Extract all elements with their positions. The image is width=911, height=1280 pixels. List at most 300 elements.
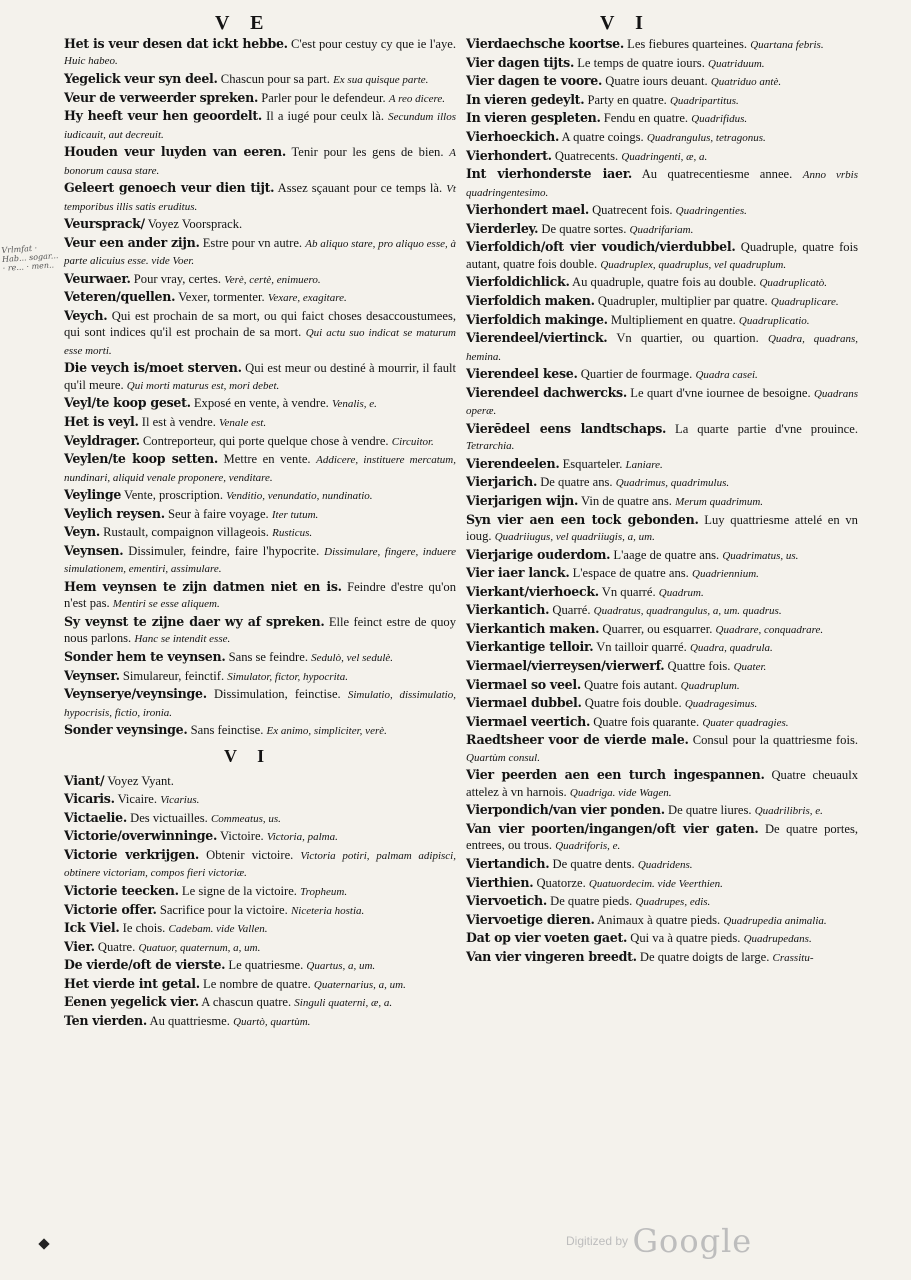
entry-latin: Circuitor. [391,435,434,448]
entry-latin: Tetrarchia. [466,440,515,453]
entry-latin: Quadringenties. [675,205,747,218]
entry-french: Quatre fois quarante. [593,714,700,729]
handwritten-margin-note: Vrlmfat · Hab... sogar... · re... · men.. [1,243,59,273]
dictionary-entry [466,658,858,675]
dictionary-entry [64,144,456,179]
entry-headword: Vierjarich. [466,474,538,490]
entry-french: Ie chois. [122,921,166,936]
entry-french: Contreporteur, qui porte quelque chose à vendre. [142,433,389,448]
entry-latin: Simulator, fictor, hypocrita. [227,670,348,683]
entry-headword: Vierhondert. [466,147,552,163]
entry-french: Voyez Voorsprack. [147,217,243,232]
entry-latin: Quadruplicatò. [759,277,828,290]
entry-french: De quatre liures. [668,803,752,818]
entry-latin: Quartus, a, um. [306,960,376,973]
entry-french: Le quart d'vne iournee de besoigne. [630,385,811,400]
entry-latin: Iter tutum. [271,508,319,521]
entry-french: Le signe de la victoire. [181,883,297,898]
entry-latin: Quadruplex, quadruplus, vel quadruplum. [600,258,787,271]
entry-latin: Anno vrbis quadringentesimo. [466,169,858,199]
entry-latin: Cadebam. vide Vallen. [168,923,268,936]
entry-french: Mettre en vente. [223,452,311,467]
entry-french: De quatre sortes. [541,221,627,236]
entry-french: Quatre iours deuant. [605,74,708,89]
dictionary-entry [64,1013,456,1030]
dictionary-entry [466,893,858,910]
dictionary-entry [466,221,858,238]
dictionary-entry [64,487,456,504]
dictionary-entry [64,180,456,215]
entry-headword: Vierfoldich makinge. [466,311,608,327]
entry-french: Sans feinctise. [190,723,264,738]
entry-latin: Quadrupedans. [743,933,812,946]
entry-headword: Sy veynst te zijne daer wy af spreken. [64,613,325,629]
entry-french: Esquarteler. [562,456,623,471]
entry-headword: Victorie teecken. [64,882,179,898]
entry-french: Voyez Vyant. [107,773,174,788]
entry-french: De quatre doigts de large. [639,950,770,964]
dictionary-entry [64,649,456,666]
dictionary-entry [466,912,858,929]
entry-headword: Viermael/vierreysen/vierwerf. [466,658,665,674]
entry-french: L'aage de quatre ans. [613,547,720,562]
entry-headword: Sonder veynsinge. [64,722,188,738]
entry-headword: Viermael dubbel. [466,695,582,711]
entry-latin: Venale est. [219,416,267,429]
dictionary-entry [64,773,456,790]
entry-headword: Viant/ [64,772,105,788]
entry-latin: Quartùm consul. [466,751,540,764]
entry-headword: Veur een ander zijn. [64,234,200,250]
entry-french: Quartier de fourmage. [580,367,693,382]
entry-headword: Veur de verweerder spreken. [64,89,259,105]
dictionary-entry [466,239,858,273]
entry-headword: Victorie verkrijgen. [64,846,200,862]
entry-french: Vn tailloir quarré. [596,640,687,655]
entry-french: A chascun quatre. [201,995,292,1010]
entry-latin: Quadruplum. [680,679,740,692]
dictionary-entry [64,235,456,270]
dictionary-entry [64,828,456,845]
entry-headword: Veynsen. [64,542,124,558]
entry-latin: Quadrifariam. [629,223,694,236]
dictionary-entry [64,994,456,1011]
entry-latin: Niceteria hostia. [290,904,365,917]
entry-latin: Quadringenti, æ, a. [621,150,708,163]
entry-french: Vin de quatre ans. [581,493,672,508]
entry-headword: Vierendeel kese. [466,366,578,382]
entry-latin: Mentiri se esse aliquem. [112,598,220,611]
dictionary-entry [466,202,858,219]
entry-french: Dissimulation, feinctise. [213,687,341,702]
entry-headword: Veylich reysen. [64,505,165,521]
entry-headword: Veyl/te koop geset. [64,395,191,411]
entry-french: De quatre ans. [540,475,613,490]
dictionary-entry [64,433,456,450]
entry-french: Estre pour vn autre. [202,235,303,250]
dictionary-entry [64,308,456,359]
entry-headword: Veylinge [64,487,122,503]
dictionary-entry [466,930,858,947]
dictionary-entry [64,668,456,685]
dictionary-entry [64,216,456,233]
entry-french: C'est pour cestuy cy que ie l'aye. [291,37,456,51]
entry-french: La quarte partie d'vne prouince. [675,421,858,436]
dictionary-entry [466,602,858,619]
dictionary-entry [64,395,456,412]
dictionary-entry [64,810,456,827]
entry-latin: Rusticus. [272,527,313,540]
entry-latin: Quadrangulus, tetragonus. [646,131,766,144]
dictionary-entry [64,847,456,882]
dictionary-entry [64,108,456,143]
dictionary-entry [64,957,456,974]
entry-latin: Ab aliquo stare, pro aliquo esse, à parte alicuius esse. vide Voer. [64,237,456,268]
entry-headword: Veteren/quellen. [64,289,176,305]
entry-headword: Vierjarigen wijn. [466,492,579,508]
entry-french: Obtenir victoire. [206,847,294,862]
entry-french: De quatre portes, entrees, ou trous. [466,822,859,853]
entry-headword: Viervoetich. [466,893,547,909]
dictionary-entry [466,330,858,365]
entry-latin: Quadra, quadrula. [689,642,773,655]
entry-french: Quatre cheuaulx attelez à vn harnois. [466,768,858,799]
entry-headword: Hem veynsen te zijn datmen niet en is. [64,578,342,594]
entry-latin: Victoria, palma. [266,831,338,844]
entry-latin: Quadrum. [658,586,704,599]
entry-latin: Secundum illos iudicauit, aut decreuit. [64,111,456,141]
dictionary-entry [64,939,456,956]
entry-french: Quatrecent fois. [592,203,673,218]
entry-headword: Raedtsheer voor de vierde male. [466,732,689,748]
entry-french: Quatre fois autant. [584,677,678,692]
entry-french: Les fiebures quarteines. [627,37,748,51]
entry-headword: Yegelick veur syn deel. [64,71,218,86]
entry-french: Qui est prochain de sa mort, ou qui faict choses desaccoustumees, qui sont indices qu'il est prochain de sa mort. [64,308,456,340]
entry-french: Sans se feindre. [228,649,308,664]
entry-french: Le quatriesme. [228,958,304,973]
entry-latin: Quater. [733,661,767,674]
entry-french: Il est à vendre. [141,414,216,429]
entry-latin: Quadridens. [637,859,693,872]
entry-headword: Vierderley. [466,220,539,236]
entry-french: Il a iugé pour ceulx là. [266,109,385,124]
entry-french: Chascun pour sa part. [220,72,330,86]
entry-headword: Veurwaer. [64,270,131,286]
entry-latin: Addicere, instituere mercatum, nundinari, aliquid venale proponere, venditare. [64,454,456,484]
entry-latin: Quatriduo antè. [710,76,782,89]
entry-latin: Quatriduum. [708,57,765,70]
dictionary-entry [64,451,456,486]
entry-french: Au quattriesme. [149,1014,230,1029]
dictionary-entry [466,92,858,109]
dictionary-entry [64,506,456,523]
entry-french: De quatre dents. [552,857,635,872]
entry-french: Sacrifice pour la victoire. [159,902,288,917]
entry-latin: Quadriiugus, vel quadriiugis, a, um. [494,530,655,543]
entry-french: Rustault, compaignon villageois. [103,525,269,540]
entry-french: Quarré. [552,603,591,618]
entry-headword: Het vierde int getal. [64,975,200,991]
dictionary-entry [466,293,858,310]
entry-french: Vn quartier, ou quartion. [616,331,759,346]
entry-french: L'espace de quatre ans. [572,566,689,581]
entry-latin: Quadruplicatio. [738,314,810,327]
entry-headword: Victorie/overwinninge. [64,828,218,844]
entry-headword: Vierendeel/viertinck. [466,330,608,346]
entry-latin: Quadrupes, edis. [635,896,711,909]
dictionary-entry [466,695,858,712]
entry-french: Vexer, tormenter. [178,290,265,305]
entry-french: Pour vray, certes. [133,271,222,286]
entry-french: Quadruple, quatre fois autant, quatre fois double. [466,240,858,271]
entry-headword: Vicaris. [64,791,115,807]
entry-headword: Het is veyl. [64,413,139,429]
entry-french: Quatrecents. [554,148,619,163]
entry-latin: Ex animo, simpliciter, verè. [266,725,387,738]
entry-french: Fendu en quatre. [603,111,689,126]
entry-headword: Vierkantich maken. [466,620,600,636]
dictionary-entry [466,36,858,53]
corner-ink-mark [38,1238,49,1249]
entry-headword: Veylen/te koop setten. [64,451,218,467]
entry-latin: Quadriforis, e. [555,840,621,853]
entry-headword: Vierfoldich/oft vier voudich/vierdubbel. [466,239,736,255]
dictionary-entry [466,875,858,892]
entry-latin: Tropheum. [300,885,348,898]
watermark-brand: Google [632,1222,753,1260]
entry-latin: Simulatio, dissimulatio, hypocrisis, fictio, ironia. [64,689,456,719]
dictionary-entry [466,474,858,491]
entry-headword: Veyldrager. [64,432,140,448]
entry-headword: Hy heeft veur hen geoordelt. [64,108,262,124]
dictionary-entry [466,421,858,455]
entry-headword: Het is veur desen dat ickt hebbe. [64,36,288,51]
entry-latin: Quadrupedia animalia. [723,914,827,927]
right-column-header: V I [600,12,651,34]
digitized-watermark [566,1222,752,1260]
dictionary-entry [64,976,456,993]
entry-french: Quatorze. [536,875,586,890]
dictionary-entry [466,148,858,165]
entry-headword: Vierkantige telloir. [466,639,594,655]
entry-latin: Qui actu suo indicat se maturum esse morti. [64,327,456,357]
entry-headword: Vierendeel dachwercks. [466,384,627,400]
entry-latin: Victoria potiri, palmam adipisci, obtinere victoriam, compos fieri victoriæ. [64,849,456,880]
entry-latin: Laniare. [625,458,663,471]
entry-latin: Vt temporibus illis satis eruditus. [64,183,456,213]
entry-french: Quatre fois double. [584,696,682,711]
entry-headword: Victorie offer. [64,901,157,917]
entry-headword: Houden veur luyden van eeren. [64,144,286,160]
left-column [64,36,456,1032]
entry-headword: Viermael so veel. [466,676,581,692]
dictionary-entry [466,166,858,201]
entry-headword: Vierpondich/van vier ponden. [466,802,665,818]
entry-latin: Sedulò, vel sedulè. [311,651,394,664]
entry-french: Qui est meur ou destiné à mourrir, il fault qu'il meure. [64,361,456,392]
entry-latin: Vicarius. [160,794,200,807]
entry-headword: Vierhoeckich. [466,128,560,144]
entry-latin: Commeatus, us. [210,812,281,825]
entry-latin: Quadrimatus, us. [722,549,799,562]
dictionary-entry [466,714,858,731]
entry-headword: Eenen yegelick vier. [64,994,199,1010]
entry-headword: Vierēdeel eens landtschaps. [466,420,667,436]
entry-french: Vente, proscription. [124,488,223,503]
dictionary-entry [466,456,858,473]
entry-latin: Verè, certè, enimuero. [224,273,321,286]
entry-latin: A reo dicere. [388,92,445,105]
entry-french: Animaux à quatre pieds. [597,912,721,927]
dictionary-entry [466,73,858,90]
dictionary-entry [64,686,456,721]
section-header: V I [224,745,273,766]
entry-headword: In vieren gedeylt. [466,91,585,107]
entry-french: Consul pour la quattriesme fois. [692,733,859,748]
dictionary-entry [64,360,456,394]
entry-french: Dissimuler, feindre, faire l'hypocrite. [128,543,320,558]
entry-french: Au quadruple, quatre fois au double. [572,275,757,290]
dictionary-entry [64,289,456,306]
entry-latin: Venalis, e. [331,398,377,411]
entry-french: Quarrer, ou esquarrer. [602,621,713,636]
entry-french: Au quatrecentiesme annee. [641,167,793,182]
entry-latin: Quadra casei. [695,369,758,382]
dictionary-entry [64,791,456,808]
entry-latin: Quadratus, quadrangulus, a, um. quadrus. [593,605,782,618]
entry-french: De quatre pieds. [550,894,633,909]
entry-french: A quatre coings. [561,129,644,144]
entry-headword: Vierendeelen. [466,455,560,471]
entry-latin: Vexare, exagitare. [267,292,347,305]
entry-french: Quattre fois. [667,659,731,674]
entry-latin: Quadrare, conquadrare. [715,623,824,636]
entry-latin: Singuli quaterni, æ, a. [294,997,393,1010]
left-column-header: V E [215,12,272,34]
dictionary-entry [64,414,456,431]
dictionary-entry [64,883,456,900]
entry-latin: Quadriga. vide Wagen. [569,786,672,799]
dictionary-entry [466,385,858,420]
dictionary-entry [64,902,456,919]
dictionary-entry [64,579,456,613]
entry-french: Vicaire. [117,792,158,807]
dictionary-entry [64,271,456,288]
entry-headword: Viervoetige dieren. [466,911,595,927]
dictionary-entry [466,55,858,72]
entry-french: Le temps de quatre iours. [577,55,705,70]
entry-french: Exposé en vente, à vendre. [193,396,329,411]
entry-french: Victoire. [220,829,264,844]
dictionary-entry [466,493,858,510]
dictionary-entry [466,677,858,694]
entry-headword: Van vier poorten/ingangen/oft vier gaten. [466,821,759,837]
entry-headword: Vierjarige ouderdom. [466,546,611,562]
entry-headword: Dat op vier voeten gaet. [466,930,628,946]
dictionary-entry [64,543,456,578]
entry-headword: Vier dagen tijts. [466,54,575,70]
dictionary-entry [466,110,858,127]
entry-french: Le nombre de quatre. [203,976,311,991]
dictionary-entry [466,366,858,383]
dictionary-entry [64,71,456,88]
entry-headword: Die veych is/moet sterven. [64,360,242,376]
entry-french: Qui va à quatre pieds. [630,931,741,946]
dictionary-entry [64,614,456,648]
watermark-prefix: Digitized by [566,1234,629,1248]
entry-headword: Geleert genoech veur dien tijt. [64,180,275,196]
entry-latin: Quater quadragies. [702,716,789,729]
entry-headword: Vier iaer lanck. [466,565,570,581]
entry-latin: Quadrilibris, e. [754,805,823,818]
dictionary-entry [466,802,858,819]
entry-headword: Vierfoldich maken. [466,292,595,308]
entry-french: Assez sçauant pour ce temps là. [277,181,443,196]
entry-headword: Veynserye/veynsinge. [64,686,207,702]
entry-headword: Veych. [64,307,108,323]
entry-headword: Syn vier aen een tock gebonden. [466,511,699,527]
entry-headword: Van vier vingeren breedt. [466,949,637,964]
entry-french: Vn quarré. [601,584,656,599]
entry-latin: Quadripartitus. [669,94,739,107]
entry-french: Quadrupler, multiplier par quatre. [597,293,768,308]
entry-french: Seur à faire voyage. [168,506,269,521]
entry-headword: Veursprack/ [64,216,145,232]
dictionary-entry [466,512,858,546]
dictionary-entry [466,547,858,564]
dictionary-entry [64,90,456,107]
entry-headword: Ten vierden. [64,1013,147,1029]
entry-latin: Huic habeo. [64,55,118,68]
entry-headword: Vierkantich. [466,602,550,618]
dictionary-entry [466,584,858,601]
dictionary-entry [466,856,858,873]
entry-headword: Ick Viel. [64,920,120,936]
entry-latin: Dissimulare, fingere, induere simulationem, ementiri, assimulare. [64,545,456,576]
dictionary-entry [466,129,858,146]
entry-headword: Vier peerden aen een turch ingespannen. [466,767,765,783]
entry-headword: Vierdaechsche koortse. [466,36,624,51]
entry-headword: Vierhondert mael. [466,202,589,218]
entry-french: Simulareur, feinctif. [122,668,225,683]
entry-latin: Quaternarius, a, um. [313,978,406,991]
entry-latin: Crassitu- [772,952,814,964]
entry-latin: Quatuor, quaternum, a, um. [138,941,261,954]
dictionary-entry [466,565,858,582]
entry-latin: Quadrans operæ. [466,387,858,418]
dictionary-entry [466,949,858,966]
entry-latin: Merum quadrimum. [675,495,764,508]
entry-headword: Vier dagen te voore. [466,73,603,89]
entry-latin: Quadrifidus. [691,113,748,126]
entry-headword: Veynser. [64,667,120,683]
entry-headword: Viertandich. [466,856,550,872]
entry-french: Des victuailles. [130,810,208,825]
entry-french: Quatre. [97,939,136,954]
entry-headword: De vierde/oft de vierste. [64,957,226,973]
dictionary-entry [466,732,858,766]
entry-french: Parler pour le defendeur. [261,90,386,105]
dictionary-entry [466,621,858,638]
entry-latin: Quadriennium. [692,568,759,581]
entry-latin: Quartana febris. [750,39,824,51]
entry-french: Party en quatre. [587,92,667,107]
entry-headword: Vierfoldichlick. [466,274,570,290]
entry-latin: Hanc se intendit esse. [134,633,231,646]
entry-french: Feindre d'estre qu'on n'est pas. [64,579,456,611]
entry-latin: Quartò, quartùm. [233,1016,311,1029]
